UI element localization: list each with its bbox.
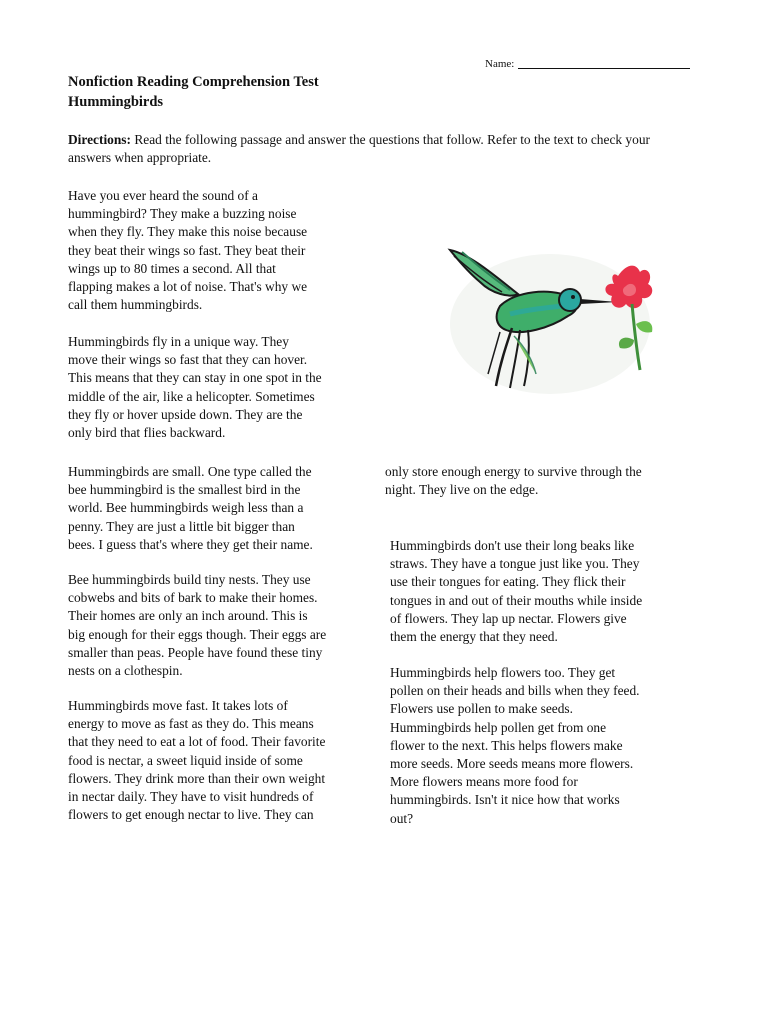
paragraph-tongues: Hummingbirds don't use their long beaks like straws. They have a tongue just like you. They use their tongues for eating. They flick their tongues in and out of their mouths while inside of flowers. They lap up nectar. Flowers give them the energy that they need. xyxy=(390,538,643,645)
paragraph-flight: Hummingbirds fly in a unique way. They move their wings so fast that they can hover. This means that they can stay in one spot in the middle of the air, like a helicopter. Sometimes they fly or hover upside down. They are the only bird that flies backward. xyxy=(68,334,322,441)
paragraph-sound: Have you ever heard the sound of a hummingbird? They make a buzzing noise when they fly. They make this noise because they beat their wings so fast. They beat their wings up to 80 times a second. All that flapping makes a lot of noise. That's why we call them hummingbirds. xyxy=(68,188,308,313)
paragraph-energy: Hummingbirds move fast. It takes lots of energy to move as fast as they do. This means that they need to eat a lot of food. Their favorite food is nectar, a sweet liquid inside of some flowers. They drink more than their own weight in nectar daily. They have to visit hundreds of flowers to get enough nectar to live. They can xyxy=(68,698,326,823)
directions-label: Directions: xyxy=(68,132,131,147)
paragraph-energy-continued: only store enough energy to survive through the night. They live on the edge. xyxy=(385,464,642,498)
paragraph-nests: Bee hummingbirds build tiny nests. They use cobwebs and bits of bark to make their homes. Their homes are only an inch around. This is big enough for their eggs though. Their eggs are smaller than peas. People have found these tiny nests on a clothespin. xyxy=(68,572,327,679)
hummingbird-icon xyxy=(440,236,660,406)
paragraph-pollen: Hummingbirds help flowers too. They get pollen on their heads and bills when they feed. Flowers use pollen to make seeds. Hummingbirds help pollen get from one flower to the next. This helps flowers make more seeds. More seeds means more flowers. More flowers means more food for hummingbirds. Isn't it nice how that works out? xyxy=(390,665,640,826)
directions xyxy=(68,131,693,167)
paragraph-size: Hummingbirds are small. One type called the bee hummingbird is the smallest bird in the world. Bee hummingbirds weigh less than a penny. They are just a little bit bigger than bees. I guess that's where they get their name. xyxy=(68,464,313,552)
hummingbird-illustration xyxy=(440,236,660,406)
name-blank-line[interactable] xyxy=(518,57,690,69)
name-label: Name: xyxy=(485,58,515,70)
page-title xyxy=(68,72,319,112)
title-line-2: Hummingbirds xyxy=(68,94,164,110)
title-line-1: Nonfiction Reading Comprehension Test xyxy=(68,74,319,90)
name-field[interactable] xyxy=(485,57,690,70)
directions-text: Read the following passage and answer the questions that follow. Refer to the text to check your answers when appropriate. xyxy=(68,132,650,165)
